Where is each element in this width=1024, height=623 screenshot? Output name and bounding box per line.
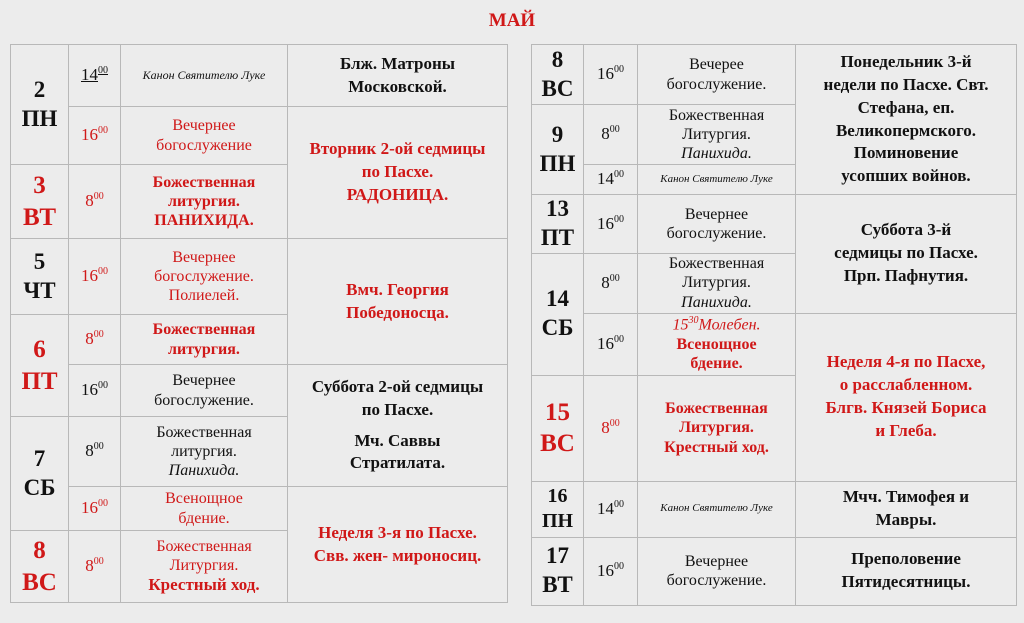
day-number: 13 xyxy=(546,196,569,221)
weekday: СБ xyxy=(541,315,574,340)
time-cell: $14^{00}$ xyxy=(584,481,638,537)
day-cell xyxy=(11,417,69,531)
service-cell: Канон Святителю Луке xyxy=(638,481,796,537)
service-cell: Канон Святителю Луке xyxy=(638,165,796,195)
weekday: ПН xyxy=(541,510,574,532)
feast-cell: Суббота 3-й седмицы по Пасхе. Прп. Пафнутия. xyxy=(796,195,1017,314)
day-cell xyxy=(532,45,584,105)
service-cell: Божественная Литургия. Крестный ход. xyxy=(638,375,796,481)
day-cell xyxy=(532,481,584,537)
service-cell: Божественная Литургия. Крестный ход. xyxy=(121,531,288,603)
time-cell: $16^{00}$ xyxy=(69,239,121,315)
day-number: 6 xyxy=(33,336,46,364)
service-cell: Вечернее богослужение xyxy=(121,107,288,165)
day-number: 3 xyxy=(33,172,46,200)
schedule-table-right xyxy=(531,44,1017,606)
time-cell: $8^{00}$ xyxy=(69,165,121,239)
service-cell: Божественная литургия. Панихида. xyxy=(121,417,288,487)
day-cell xyxy=(532,105,584,195)
time-cell: $16^{00}$ xyxy=(584,313,638,375)
time-cell: $14^{00}$ xyxy=(69,45,121,107)
service-cell: Канон Святителю Луке xyxy=(121,45,288,107)
time-cell: $8^{00}$ xyxy=(584,105,638,165)
service-cell: Божественная Литургия. Панихида. xyxy=(638,253,796,313)
day-number: 9 xyxy=(551,121,564,147)
service-cell: Вечернее богослужение. Полиелей. xyxy=(121,239,288,315)
day-cell xyxy=(11,165,69,239)
day-number: 5 xyxy=(33,248,46,274)
day-cell xyxy=(532,253,584,375)
service-cell: Божественная литургия. xyxy=(121,315,288,365)
service-cell: Вечернее богослужение. xyxy=(638,195,796,254)
day-cell xyxy=(11,315,69,417)
day-cell xyxy=(532,375,584,481)
time-cell: $16^{00}$ xyxy=(584,45,638,105)
time-cell: $16^{00}$ xyxy=(584,537,638,605)
time-cell: $16^{00}$ xyxy=(69,107,121,165)
feast-cell: Понедельник 3-й недели по Пасхе. Свт. Стефана, еп. Великопермского. Поминовение усопших войнов. xyxy=(796,45,1017,195)
feast-cell: Неделя 4-я по Пасхе, о расслабленном. Блгв. Князей Бориса и Глеба. xyxy=(796,313,1017,481)
weekday: ВТ xyxy=(542,572,573,597)
service-cell: $15^{30}Молебен$. Всенощное бдение. xyxy=(638,313,796,375)
weekday: ВС xyxy=(22,568,57,596)
time-cell: $8^{00}$ xyxy=(69,531,121,603)
day-cell xyxy=(11,45,69,165)
day-cell xyxy=(532,195,584,254)
time-cell: $8^{00}$ xyxy=(584,375,638,481)
day-number: 8 xyxy=(551,46,564,72)
weekday: ПТ xyxy=(21,367,58,395)
service-cell: Вечернее богослужение. xyxy=(121,365,288,417)
feast-cell: Блж. Матроны Московской. xyxy=(288,45,508,107)
weekday: ВС xyxy=(540,430,575,457)
feast-cell: Мчч. Тимофея и Мавры. xyxy=(796,481,1017,537)
day-cell xyxy=(11,239,69,315)
day-number: 2 xyxy=(33,76,46,102)
weekday: ПН xyxy=(539,150,576,176)
service-cell: Божественная литургия. ПАНИХИДА. xyxy=(121,165,288,239)
time-cell: $16^{00}$ xyxy=(584,195,638,254)
day-number: 15 xyxy=(545,398,570,426)
service-cell: Вечерее богослужение. xyxy=(638,45,796,105)
day-cell xyxy=(11,531,69,603)
time-cell: $16^{00}$ xyxy=(69,365,121,417)
service-cell: Всенощное бдение. xyxy=(121,487,288,531)
service-cell: Божественная Литургия. Панихида. xyxy=(638,105,796,165)
day-number: 7 xyxy=(33,445,46,471)
day-number: 17 xyxy=(546,543,569,569)
month-title: МАЙ xyxy=(488,10,536,31)
weekday: ПН xyxy=(21,105,58,131)
schedule-table-left xyxy=(10,44,508,603)
day-number: 14 xyxy=(546,286,569,312)
weekday: СБ xyxy=(23,474,56,500)
time-cell: $16^{00}$ xyxy=(69,487,121,531)
time-cell: $8^{00}$ xyxy=(69,417,121,487)
feast-cell: Суббота 2-ой седмицы по Пасхе. Мч. Саввы Стратилата. xyxy=(288,365,508,487)
time-cell: $14^{00}$ xyxy=(584,165,638,195)
weekday: ЧТ xyxy=(23,277,56,303)
feast-cell: Вмч. Георгия Победоносца. xyxy=(288,239,508,365)
service-cell: Вечернее богослужение. xyxy=(638,537,796,605)
feast-cell: Вторник 2-ой седмицы по Пасхе. РАДОНИЦА. xyxy=(288,107,508,239)
time-cell: $8^{00}$ xyxy=(69,315,121,365)
day-number: 8 xyxy=(33,537,46,565)
feast-cell: Преполовение Пятидесятницы. xyxy=(796,537,1017,605)
day-number: 16 xyxy=(547,485,568,507)
weekday: ВТ xyxy=(22,203,57,231)
day-cell xyxy=(532,537,584,605)
feast-cell: Неделя 3-я по Пасхе. Свв. жен- мироносиц. xyxy=(288,487,508,603)
weekday: ВС xyxy=(541,75,574,101)
time-cell: $8^{00}$ xyxy=(584,253,638,313)
weekday: ПТ xyxy=(540,224,575,250)
